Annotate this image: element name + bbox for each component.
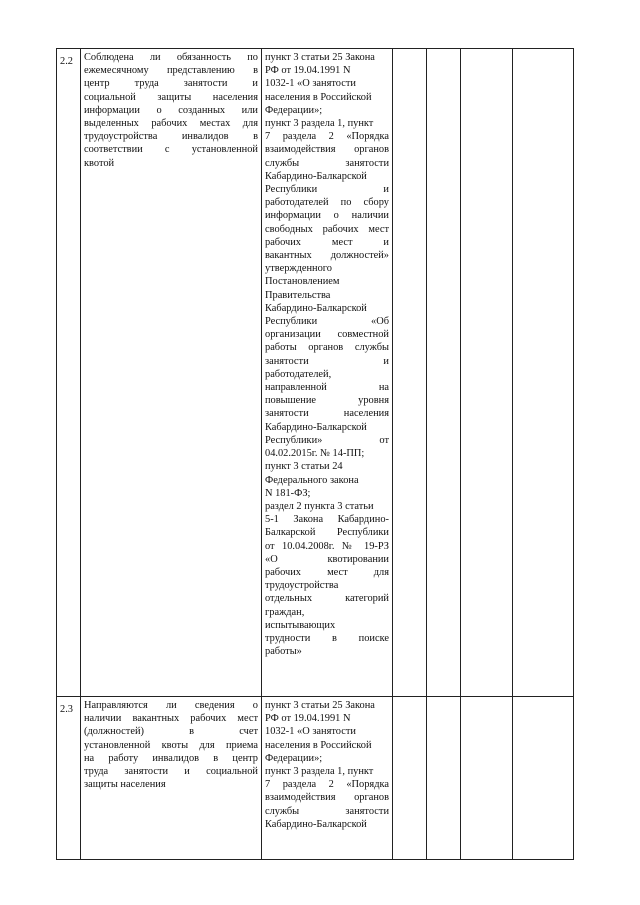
reference-line: отдельных категорий — [265, 593, 389, 605]
reference-line: организации совместной — [265, 329, 389, 341]
row-number: 2.2 — [57, 49, 81, 697]
reference-line: Кабардино-Балкарской — [265, 818, 367, 830]
reference-line: Кабардино-Балкарской — [265, 421, 367, 433]
question-line: установленной квоты для приема — [84, 739, 258, 751]
reference-cell — [262, 697, 393, 860]
empty-cell — [427, 697, 461, 860]
table-row — [57, 697, 574, 860]
question-line: выделенных рабочих местах для — [84, 118, 258, 130]
reference-line: работы органов службы — [265, 342, 389, 354]
reference-line: N 181-ФЗ; — [265, 487, 311, 499]
reference-line: информации о наличии — [265, 210, 389, 222]
empty-cell — [427, 49, 461, 697]
reference-line: направленной на — [265, 382, 389, 394]
reference-line: Кабардино-Балкарской — [265, 302, 367, 314]
reference-line: взаимодействия органов — [265, 792, 389, 804]
reference-line: «О квотировании — [265, 553, 389, 565]
reference-line: населения в Российской — [265, 91, 372, 103]
reference-line: рабочих мест и — [265, 236, 389, 248]
reference-line: Балкарской Республики — [265, 527, 389, 539]
empty-cell — [461, 697, 513, 860]
question-line: защиты населения — [84, 779, 166, 791]
reference-line: 5-1 Закона Кабардино- — [265, 514, 389, 526]
question-line: наличии вакантных рабочих мест — [84, 713, 258, 725]
reference-line: вакантных должностей» — [265, 250, 389, 262]
reference-line: РФ от 19.04.1991 N — [265, 713, 351, 725]
reference-line: пункт 3 статьи 24 — [265, 461, 343, 473]
question-line: квотой — [84, 157, 115, 169]
reference-line: трудности в поиске — [265, 632, 389, 644]
question-line: (должностей) в счет — [84, 726, 258, 738]
reference-line: утвержденного — [265, 263, 332, 275]
reference-line: работодателей по сбору — [265, 197, 389, 209]
reference-line: работодателей, — [265, 368, 332, 380]
question-line: на работу инвалидов в центр — [84, 752, 258, 764]
reference-line: занятости и — [265, 355, 389, 367]
reference-line: пункт 3 раздела 1, пункт — [265, 766, 374, 778]
reference-line: раздел 2 пункта 3 статьи — [265, 500, 374, 512]
empty-cell — [393, 49, 427, 697]
question-cell — [81, 697, 262, 860]
reference-line: службы занятости — [265, 157, 389, 169]
reference-line: Постановлением — [265, 276, 340, 288]
reference-line: Федерального закона — [265, 474, 359, 486]
reference-line: пункт 3 статьи 25 Закона — [265, 52, 375, 63]
reference-line: 7 раздела 2 «Порядка — [265, 779, 389, 791]
reference-line: Правительства — [265, 289, 331, 301]
reference-line: работы» — [265, 646, 302, 658]
empty-cell — [461, 49, 513, 697]
reference-line: Федерации»; — [265, 104, 323, 116]
question-line: труда занятости и социальной — [84, 766, 258, 778]
reference-line: населения в Российской — [265, 739, 372, 751]
reference-line: рабочих мест для — [265, 566, 389, 578]
reference-line: повышение уровня — [265, 395, 389, 407]
reference-line: от 10.04.2008г. № 19-РЗ — [265, 540, 389, 552]
question-line: Соблюдена ли обязанность по — [84, 52, 258, 63]
row-number: 2.3 — [57, 697, 81, 860]
reference-line: пункт 3 раздела 1, пункт — [265, 118, 374, 130]
question-line: социальной защиты населения — [84, 91, 258, 103]
reference-line: трудоустройства — [265, 580, 339, 592]
question-line: центр труда занятости и — [84, 78, 258, 90]
reference-line: Республики и — [265, 184, 389, 196]
empty-cell — [513, 697, 574, 860]
reference-line: РФ от 19.04.1991 N — [265, 65, 351, 77]
question-line: Направляются ли сведения о — [84, 700, 258, 711]
question-cell — [81, 49, 262, 697]
reference-line: взаимодействия органов — [265, 144, 389, 156]
empty-cell — [513, 49, 574, 697]
reference-line: службы занятости — [265, 805, 389, 817]
reference-line: испытывающих — [265, 619, 336, 631]
reference-line: граждан, — [265, 606, 305, 618]
reference-line: 04.02.2015г. № 14-ПП; — [265, 448, 365, 460]
reference-line: Федерации»; — [265, 752, 323, 764]
reference-line: 1032-1 «О занятости — [265, 726, 356, 738]
question-line: соответствии с установленной — [84, 144, 258, 156]
reference-line: занятости населения — [265, 408, 389, 420]
reference-line: 1032-1 «О занятости — [265, 78, 356, 90]
reference-line: свободных рабочих мест — [265, 223, 389, 235]
reference-line: Республики» от — [265, 434, 389, 446]
reference-line: Республики «Об — [265, 316, 389, 328]
question-line: трудоустройства инвалидов в — [84, 131, 258, 143]
question-line: информации о созданных или — [84, 104, 258, 116]
checklist-table — [56, 48, 574, 860]
table-row — [57, 49, 574, 697]
empty-cell — [393, 697, 427, 860]
reference-line: Кабардино-Балкарской — [265, 170, 367, 182]
reference-cell — [262, 49, 393, 697]
reference-line: пункт 3 статьи 25 Закона — [265, 700, 375, 711]
question-line: ежемесячному представлению в — [84, 65, 258, 77]
reference-line: 7 раздела 2 «Порядка — [265, 131, 389, 143]
